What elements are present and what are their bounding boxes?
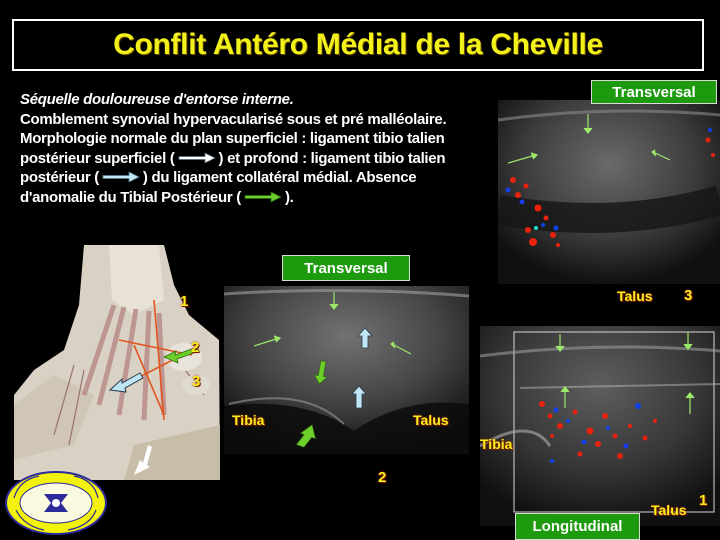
- bottom-right-number: 1: [699, 492, 708, 509]
- description-intro: Séquelle douloureuse d'entorse interne.: [20, 91, 294, 108]
- ultrasound-longitudinal: [480, 326, 720, 526]
- ankle-anatomy-illustration: [14, 245, 220, 480]
- description-body: [20, 110, 470, 208]
- top-right-number: 3: [684, 287, 693, 304]
- bottom-right-tibia-label: Tibia: [480, 436, 513, 452]
- light-blue-arrow-icon: [99, 171, 143, 183]
- white-arrow-icon: [175, 152, 219, 164]
- anatomy-marker-3: 3: [192, 373, 201, 390]
- green-arrow-icon: [241, 191, 285, 203]
- center-tibia-label: Tibia: [232, 412, 265, 428]
- description-part-2: ) et profond : ligament tibio talien postérieur (: [20, 149, 446, 186]
- bottom-right-talus-label: Talus: [651, 502, 687, 518]
- description-part-1: Comblement synovial hypervacularisé sous et pré malléolaire. Morphologie normale du plan superficiel : ligament tibio talien postérieur superficiel (: [20, 110, 447, 167]
- center-talus-label: Talus: [413, 412, 449, 428]
- anatomy-marker-2: 2: [191, 339, 200, 356]
- description-part-3: ) du ligament collatéral médial. Absence d'anomalie du Tibial Postérieur (: [20, 169, 417, 206]
- top-right-talus-label: Talus: [617, 288, 653, 304]
- ultrasound-transversal-center: [224, 286, 469, 454]
- label-transversal-top: Transversal: [591, 80, 717, 104]
- anatomy-marker-1: 1: [180, 293, 189, 310]
- society-logo: [4, 470, 108, 536]
- description-text: [20, 90, 470, 207]
- label-transversal-center: Transversal: [282, 255, 410, 281]
- center-number: 2: [378, 469, 387, 486]
- title-frame: [12, 19, 704, 71]
- slide-title: Conflit Antéro Médial de la Cheville: [113, 28, 603, 61]
- description-part-4: ).: [284, 188, 294, 206]
- label-longitudinal: Longitudinal: [515, 513, 640, 540]
- ultrasound-transversal-top: [498, 100, 720, 284]
